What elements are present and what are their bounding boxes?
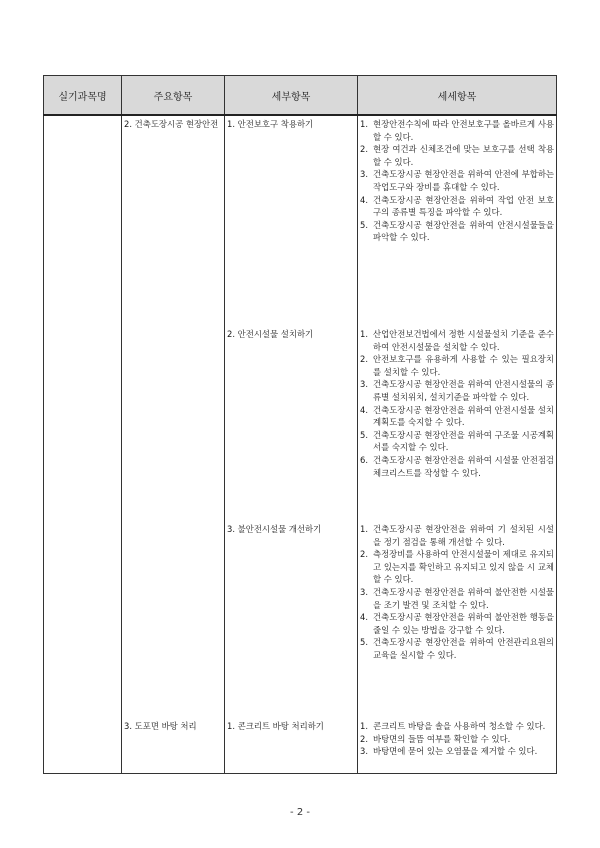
list-item: 2. 안전보호구를 유용하게 사용할 수 있는 필요장치를 설치할 수 있다.: [360, 354, 554, 377]
header-main-item: 주요항목: [122, 76, 225, 116]
detail-list-3: [360, 523, 554, 662]
detail-list-4: [360, 720, 554, 758]
subject-cell: [44, 115, 122, 774]
list-item: 4. 건축도장시공 현장안전을 위하여 안전시설물 설치계획도를 숙지할 수 있다.: [360, 404, 554, 428]
table-body-row: [44, 115, 557, 774]
sub-item-cell: [225, 115, 358, 774]
sub-item-2: 2. 안전시설물 설치하기: [227, 329, 314, 339]
list-item: 5. 건축도장시공 현장안전을 위하여 안전관리요원의 교육을 실시할 수 있다.: [360, 637, 554, 660]
list-item: 1. 콘크리트 바탕을 솔을 사용하여 청소할 수 있다.: [360, 721, 546, 731]
list-item: 2. 측정장비를 사용하여 안전시설물이 제대로 유지되고 있는지를 확인하고 유지되고 있지 않을 시 교체할 수 있다.: [360, 549, 554, 585]
main-item-2: 3. 도포면 바탕 처리: [124, 721, 197, 731]
header-subject: 실기과목명: [44, 76, 122, 116]
syllabus-table: [43, 75, 557, 774]
main-item-cell: [122, 115, 225, 774]
header-sub-item: 세부항목: [225, 76, 358, 116]
detail-list-1: [360, 118, 554, 244]
list-item: 1. 현장안전수칙에 따라 안전보호구를 올바르게 사용할 수 있다.: [360, 119, 554, 142]
list-item: 3. 건축도장시공 현장안전을 위하여 안전시설물의 종류별 설치위치, 설치기준을 파악할 수 있다.: [360, 379, 554, 402]
sub-item-3: 3. 불안전시설물 개선하기: [227, 524, 322, 534]
list-item: 2. 현장 여건과 신체조건에 맞는 보호구를 선택 착용할 수 있다.: [360, 144, 554, 167]
detail-item-cell: [358, 115, 557, 774]
list-item: 1. 산업안전보건법에서 정한 시설물설치 기준을 준수하여 안전시설물을 설치할 수 있다.: [360, 329, 554, 352]
sub-item-4: 1. 콘크리트 바탕 처리하기: [227, 721, 324, 731]
header-detail-item: 세세항목: [358, 76, 557, 116]
detail-list-2: [360, 328, 554, 479]
list-item: 4. 건축도장시공 현장안전을 위하여 작업 안전 보호구의 종류별 특징을 파악할 수 있다.: [360, 194, 554, 218]
table-header-row: [44, 76, 557, 116]
list-item: 2. 바탕면의 들뜸 여부를 확인할 수 있다.: [360, 733, 511, 744]
main-item-1: 2. 건축도장시공 현장안전: [124, 119, 219, 129]
page-number: - 2 -: [290, 807, 310, 818]
list-item: 3. 건축도장시공 현장안전을 위하여 불안전한 시설물을 조기 발견 및 조치할 수 있다.: [360, 586, 554, 610]
list-item: 1. 건축도장시공 현장안전을 위하여 기 설치된 시설을 정기 점검을 통해 개선할 수 있다.: [360, 524, 554, 547]
list-item: 3. 건축도장시공 현장안전을 위하여 안전에 부합하는 작업도구와 장비를 휴대할 수 있다.: [360, 169, 554, 192]
list-item: 6. 건축도장시공 현장안전을 위하여 시설물 안전점검 체크리스트를 작성할 수 있다.: [360, 454, 554, 478]
sub-item-1: 1. 안전보호구 착용하기: [227, 119, 314, 129]
list-item: 3. 바탕면에 묻어 있는 오염물을 제거할 수 있다.: [360, 746, 538, 757]
list-item: 5. 건축도장시공 현장안전을 위하여 안전시설물들을 파악할 수 있다.: [360, 219, 554, 243]
list-item: 5. 건축도장시공 현장안전을 위하여 구조물 시공계획서를 숙지할 수 있다.: [360, 429, 554, 453]
list-item: 4. 건축도장시공 현장안전을 위하여 불안전한 행동을 줄일 수 있는 방법을 강구할 수 있다.: [360, 612, 554, 635]
